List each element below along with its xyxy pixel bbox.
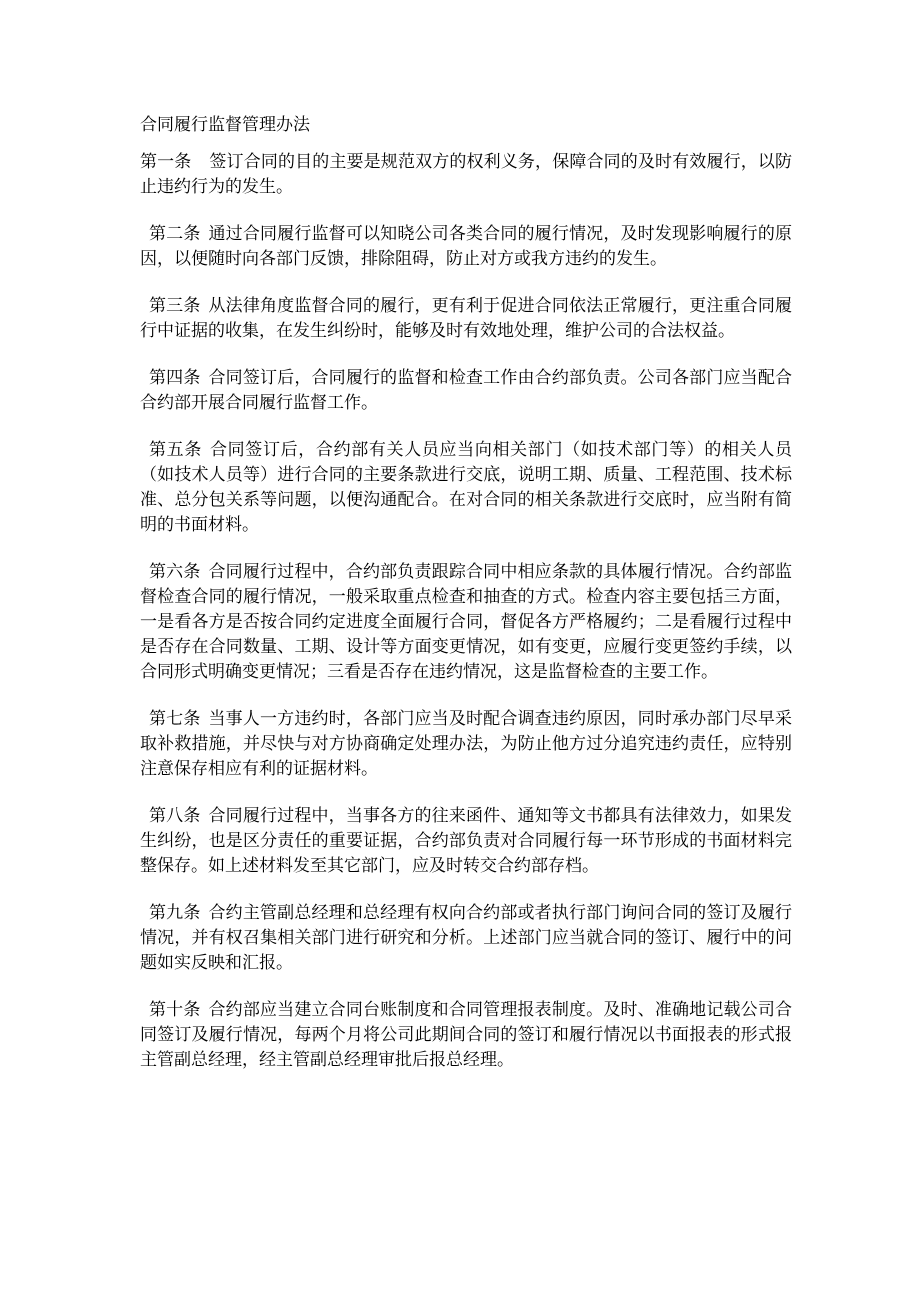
article-3 — [140, 294, 792, 344]
article-number: 第二条 — [149, 224, 201, 244]
article-number: 第四条 — [149, 368, 201, 388]
article-8 — [140, 804, 792, 879]
article-number: 第七条 — [149, 709, 201, 729]
article-number: 第三条 — [149, 296, 201, 316]
article-7 — [140, 707, 792, 782]
article-6 — [140, 560, 792, 685]
article-number: 第八条 — [149, 806, 201, 826]
article-number: 第一条 — [140, 152, 192, 172]
article-text: 从法律角度监督合同的履行，更有利于促进合同依法正常履行，更注重合同履行中证据的收集，在发生纠纷时，能够及时有效地处理，维护公司的合法权益。 — [140, 296, 792, 341]
document-title: 合同履行监督管理办法 — [140, 115, 310, 135]
article-text: 通过合同履行监督可以知晓公司各类合同的履行情况，及时发现影响履行的原因，以便随时向各部门反馈，排除阻碍，防止对方或我方违约的发生。 — [140, 224, 792, 269]
article-5 — [140, 438, 792, 538]
article-2 — [140, 222, 792, 272]
article-text: 当事人一方违约时，各部门应当及时配合调查违约原因，同时承办部门尽早采取补救措施，并尽快与对方协商确定处理办法，为防止他方过分追究违约责任，应特别注意保存相应有利的证据材料。 — [140, 709, 792, 779]
article-9 — [140, 901, 792, 976]
document-page — [140, 112, 792, 1095]
article-10 — [140, 998, 792, 1073]
article-text: 合约主管副总经理和总经理有权向合约部或者执行部门询问合同的签订及履行情况，并有权召集相关部门进行研究和分析。上述部门应当就合同的签订、履行中的问题如实反映和汇报。 — [140, 903, 792, 973]
article-text: 合同签订后，合约部有关人员应当向相关部门（如技术部门等）的相关人员（如技术人员等）进行合同的主要条款进行交底，说明工期、质量、工程范围、技术标准、总分包关系等问题，以便沟通配合。在对合同的相关条款进行交底时，应当附有简明的书面材料。 — [140, 440, 793, 535]
article-text: 合同履行过程中，当事各方的往来函件、通知等文书都具有法律效力，如果发生纠纷，也是区分责任的重要证据，合约部负责对合同履行每一环节形成的书面材料完整保存。如上述材料发至其它部门，应及时转交合约部存档。 — [140, 806, 792, 876]
article-text: 合约部应当建立合同台账制度和合同管理报表制度。及时、准确地记载公司合同签订及履行情况，每两个月将公司此期间合同的签订和履行情况以书面报表的形式报主管副总经理，经主管副总经理审批后报总经理。 — [140, 1000, 792, 1070]
article-text: 合同履行过程中，合约部负责跟踪合同中相应条款的具体履行情况。合约部监督检查合同的履行情况，一般采取重点检查和抽查的方式。检查内容主要包括三方面，一是看各方是否按合同约定进度全面履行合同，督促各方严格履约；二是看履行过程中是否存在合同数量、工期、设计等方面变更情况，如有变更，应履行变更签约手续，以合同形式明确变更情况；三看是否存在违约情况，这是监督检查的主要工作。 — [140, 562, 792, 682]
article-number: 第五条 — [149, 440, 202, 460]
article-text: 合同签订后，合同履行的监督和检查工作由合约部负责。公司各部门应当配合合约部开展合同履行监督工作。 — [140, 368, 792, 413]
article-number: 第十条 — [149, 1000, 201, 1020]
article-text: 签订合同的目的主要是规范双方的权利义务，保障合同的及时有效履行，以防止违约行为的发生。 — [140, 152, 793, 197]
article-number: 第六条 — [149, 562, 201, 582]
article-number: 第九条 — [149, 903, 201, 923]
article-4 — [140, 366, 792, 416]
article-1 — [140, 150, 792, 200]
